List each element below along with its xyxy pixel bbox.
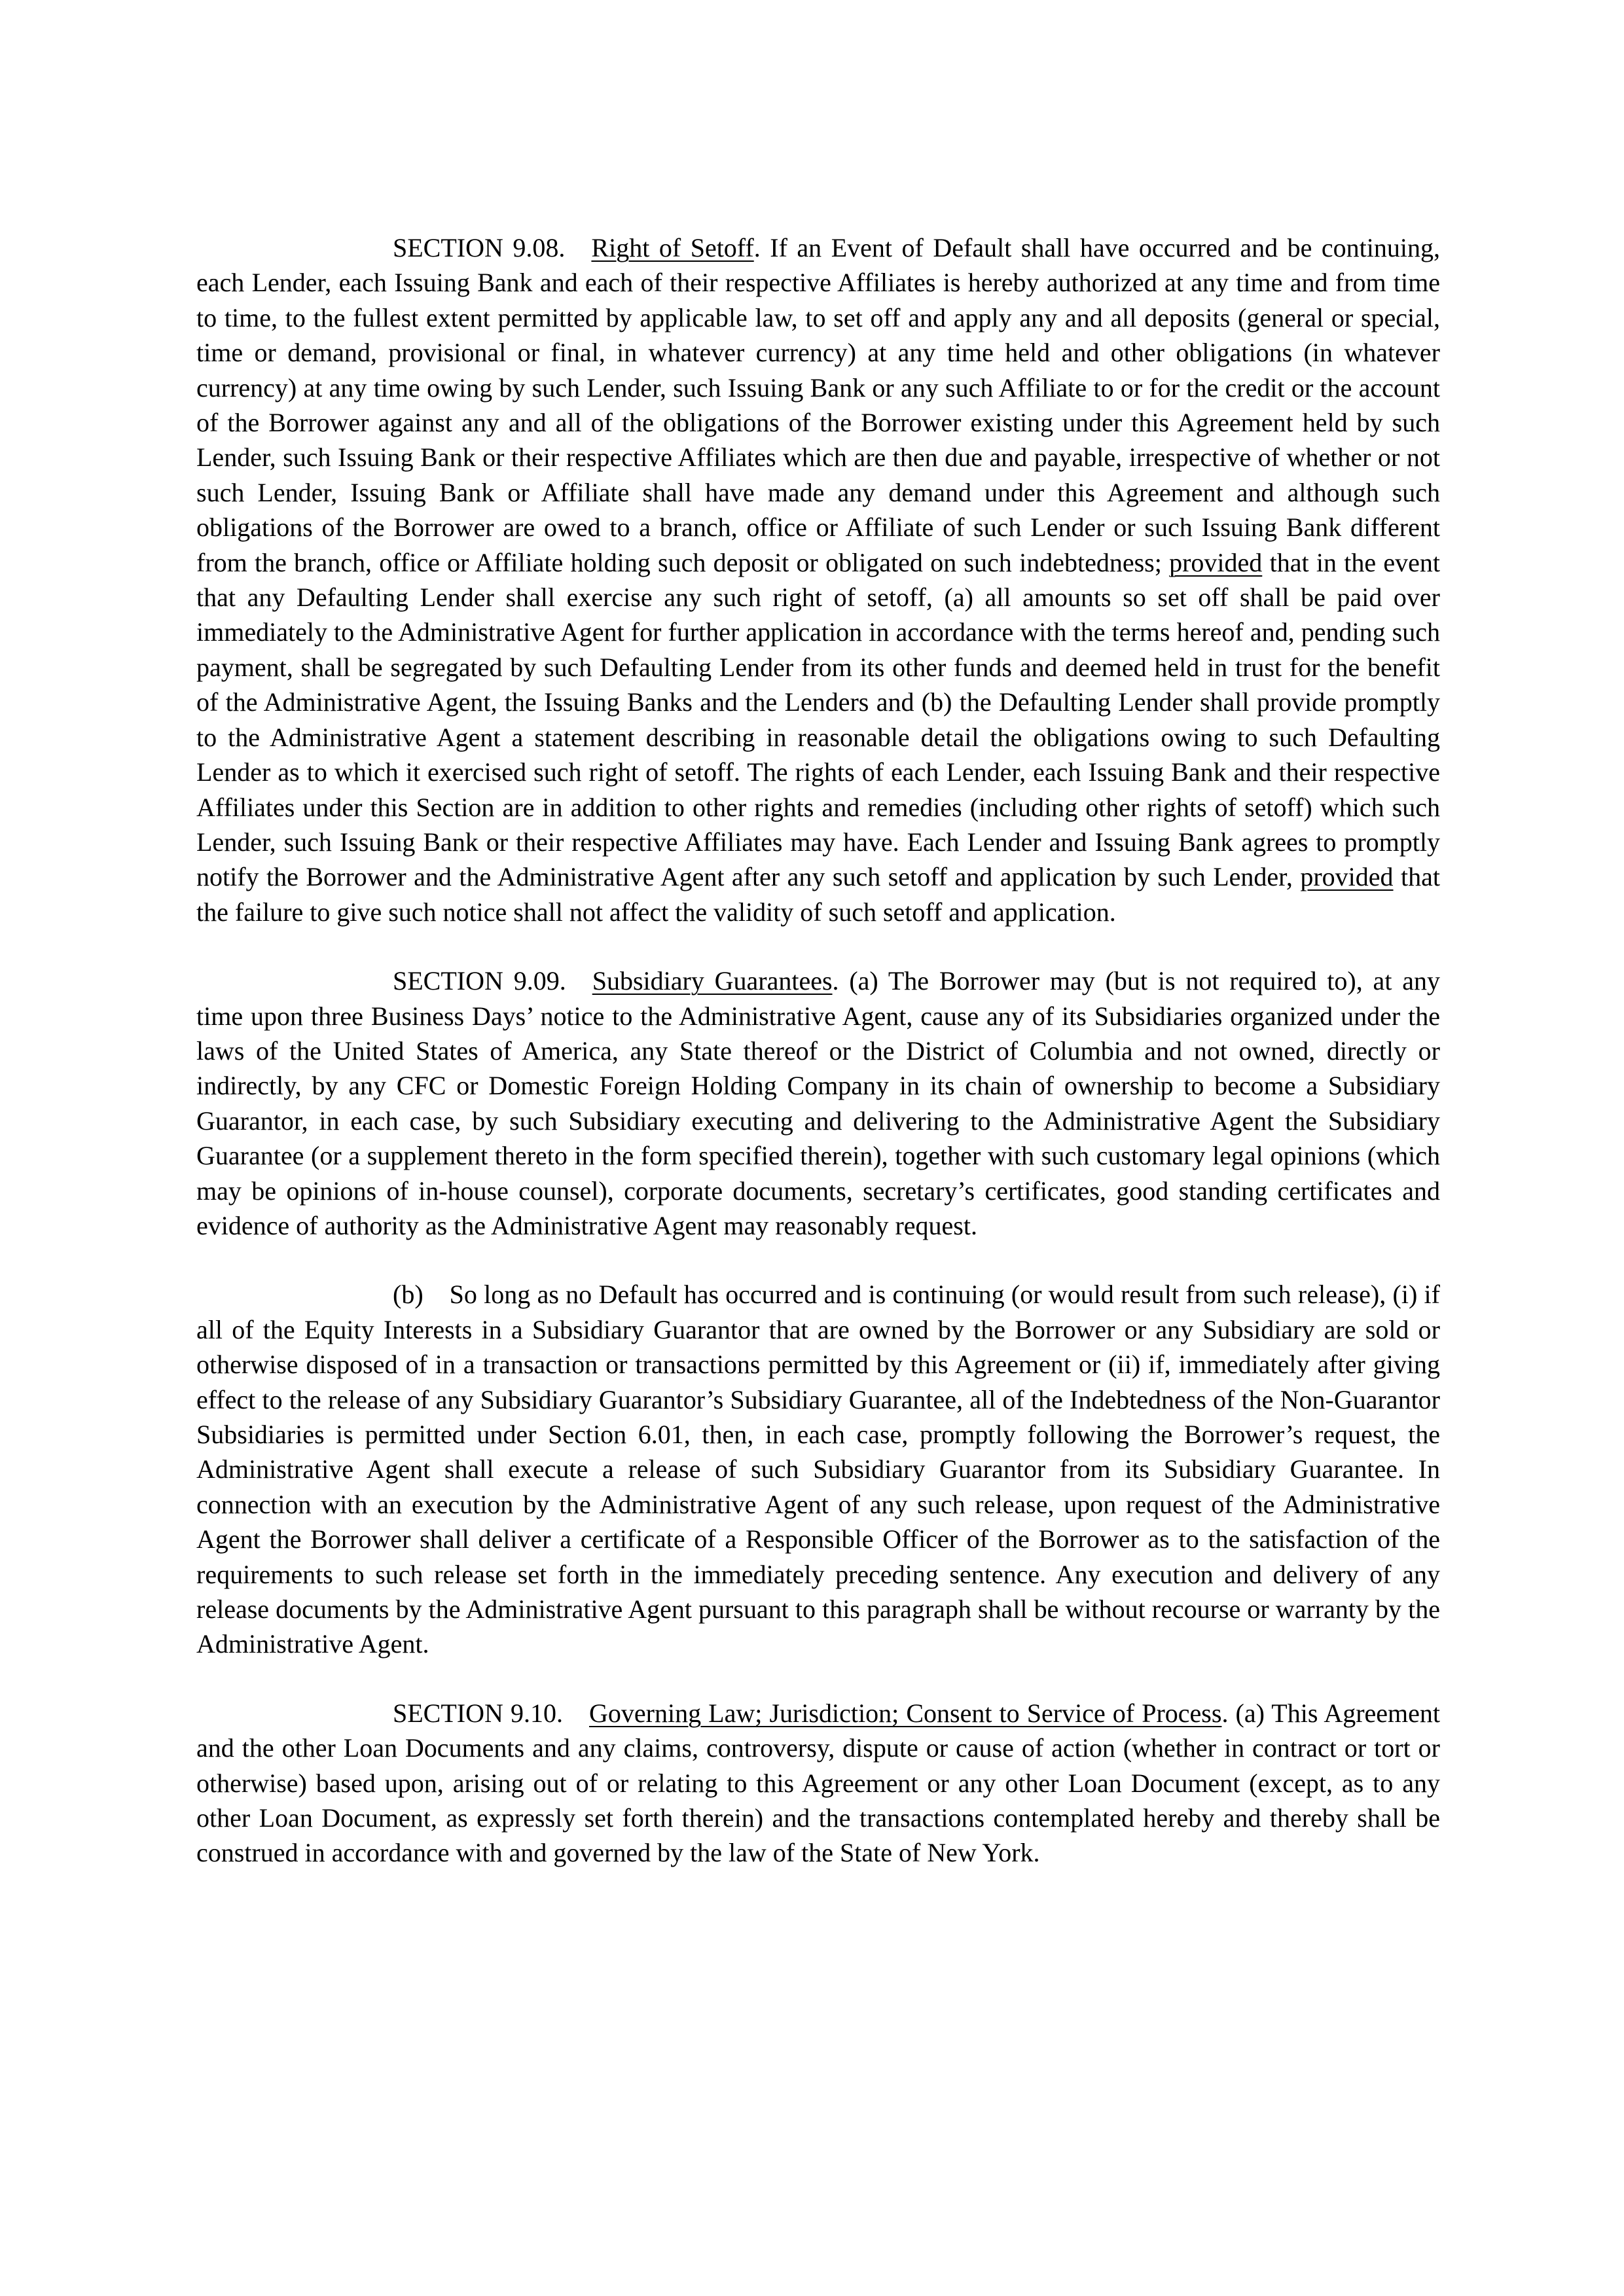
clause-label: (b) <box>393 1280 424 1310</box>
section-9-10-paragraph <box>196 1696 1440 1871</box>
section-text: . (a) The Borrower may (but is not required to), at any time upon three Business Days’ notice to the Administrative Agent, cause any of its Subsidiaries organized under the laws of the United States of America, any State thereof or the District of Columbia and not owned, directly or indirectly, by any CFC or Domestic Foreign Holding Company in its chain of ownership to become a Subsidiary Guarantor, in each case, by such Subsidiary executing and delivering to the Administrative Agent the Subsidiary Guarantee (or a supplement thereto in the form specified therein), together with such customary legal opinions (which may be opinions of in-house counsel), corporate documents, secretary’s certificates, good standing certificates and evidence of authority as the Administrative Agent may reasonably request. <box>196 966 1440 1240</box>
section-9-08-paragraph <box>196 230 1440 929</box>
section-number: SECTION 9.08. <box>393 233 566 262</box>
section-9-09-paragraph <box>196 963 1440 1243</box>
section-text: that in the event that any Defaulting Lender shall exercise any such right of setoff, (a) all amounts so set off shall be paid over immediately to the Administrative Agent for further application in accordance with the terms hereof and, pending such payment, shall be segregated by such Defaulting Lender from its other funds and deemed held in trust for the benefit of the Administrative Agent, the Issuing Banks and the Lenders and (b) the Defaulting Lender shall provide promptly to the Administrative Agent a statement describing in reasonable detail the obligations owing to such Defaulting Lender as to which it exercised such right of setoff. The rights of each Lender, each Issuing Bank and their respective Affiliates under this Section are in addition to other rights and remedies (including other rights of setoff) which such Lender, such Issuing Bank or their respective Affiliates may have. Each Lender and Issuing Bank agrees to promptly notify the Borrower and the Administrative Agent after any such setoff and application by such Lender, <box>196 547 1440 892</box>
section-title: Governing Law; Jurisdiction; Consent to Service of Process <box>589 1698 1222 1728</box>
document-page <box>196 230 1440 1905</box>
provided-term: provided <box>1169 547 1263 577</box>
section-text: . (a) This Agreement and the other Loan Documents and any claims, controversy, dispute or cause of action (whether in contract or tort or otherwise) based upon, arising out of or relating to this Agreement or any other Loan Document (except, as to any other Loan Document, as expressly set forth therein) and the transactions contemplated hereby and thereby shall be construed in accordance with and governed by the law of the State of New York. <box>196 1698 1441 1868</box>
section-text: So long as no Default has occurred and is continuing (or would result from such release), (i) if all of the Equity Interests in a Subsidiary Guarantor that are owned by the Borrower or any Subsidiary are sold or otherwise disposed of in a transaction or transactions permitted by this Agreement or (ii) if, immediately after giving effect to the release of any Subsidiary Guarantor’s Subsidiary Guarantee, all of the Indebtedness of the Non-Guarantor Subsidiaries is permitted under Section 6.01, then, in each case, promptly following the Borrower’s request, the Administrative Agent shall execute a release of such Subsidiary Guarantor from its Subsidiary Guarantee. In connection with an execution by the Administrative Agent of any such release, upon request of the Administrative Agent the Borrower shall deliver a certificate of a Responsible Officer of the Borrower as to the satisfaction of the requirements to such release set forth in the immediately preceding sentence. Any execution and delivery of any release documents by the Administrative Agent pursuant to this paragraph shall be without recourse or warranty by the Administrative Agent. <box>196 1280 1440 1659</box>
section-9-09-b-paragraph <box>196 1277 1440 1661</box>
section-number: SECTION 9.09. <box>393 966 566 996</box>
section-title: Subsidiary Guarantees <box>592 966 833 996</box>
section-text: . If an Event of Default shall have occurred and be continuing, each Lender, each Issuing Bank and each of their respective Affiliates is hereby authorized at any time and from time to time, to the fullest extent permitted by applicable law, to set off and apply any and all deposits (general or special, time or demand, provisional or final, in whatever currency) at any time held and other obligations (in whatever currency) at any time owing by such Lender, such Issuing Bank or any such Affiliate to or for the credit or the account of the Borrower against any and all of the obligations of the Borrower existing under this Agreement held by such Lender, such Issuing Bank or their respective Affiliates which are then due and payable, irrespective of whether or not such Lender, Issuing Bank or Affiliate shall have made any demand under this Agreement and although such obligations of the Borrower are owed to a branch, office or Affiliate of such Lender or such Issuing Bank different from the branch, office or Affiliate holding such deposit or obligated on such indebtedness; <box>196 233 1441 577</box>
section-text: that the failure to give such notice shall not affect the validity of such setoff and application. <box>196 862 1440 927</box>
provided-term: provided <box>1300 862 1394 892</box>
section-title: Right of Setoff <box>591 233 754 262</box>
section-number: SECTION 9.10. <box>393 1698 563 1728</box>
